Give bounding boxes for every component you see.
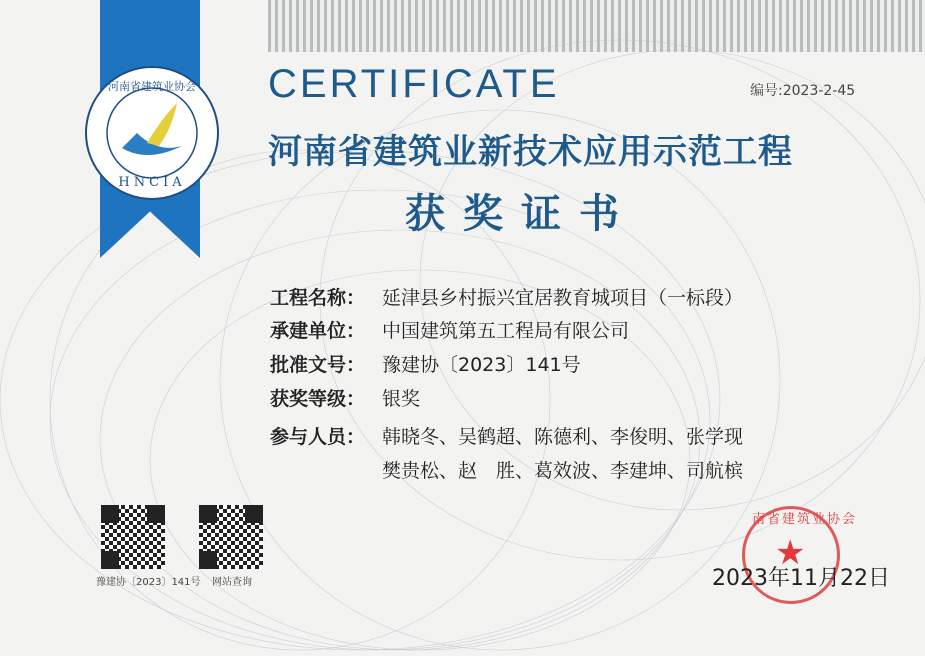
field-award-level: 获奖等级： 银奖 (270, 388, 421, 410)
field-project-name: 工程名称： 延津县乡村振兴宜居教育城项目（一标段） (270, 287, 744, 309)
association-logo (85, 66, 219, 200)
qr-caption: 网站查询 (212, 577, 252, 588)
qr-code-website[interactable] (199, 505, 263, 569)
field-participants: 参与人员： 韩晓冬、吴鹤超、陈德利、李俊明、张学现 (270, 426, 744, 448)
certificate-heading: CERTIFICATE (268, 62, 560, 106)
certificate-title: 河南省建筑业新技术应用示范工程 (268, 132, 793, 172)
field-approval-number: 批准文号： 豫建协〔2023〕141号 (270, 354, 581, 376)
qr-caption: 豫建协〔2023〕141号 (96, 577, 201, 588)
svg-text:HNCIA: HNCIA (118, 175, 186, 190)
star-icon: ★ (775, 533, 806, 573)
issue-date: 2023年11月22日 (712, 566, 890, 591)
svg-text:河南省建筑业协会: 河南省建筑业协会 (108, 80, 196, 93)
certificate-number: 编号:2023-2-45 (750, 83, 856, 99)
certificate-subtitle: 获奖证书 (405, 191, 637, 237)
qr-code-approval[interactable] (101, 505, 165, 569)
field-contractor: 承建单位： 中国建筑第五工程局有限公司 (270, 320, 630, 342)
field-participants-cont: 樊贵松、赵 胜、葛效波、李建坤、司航槟 (382, 460, 744, 482)
seal-text: 南省建筑业协会 (752, 512, 858, 527)
